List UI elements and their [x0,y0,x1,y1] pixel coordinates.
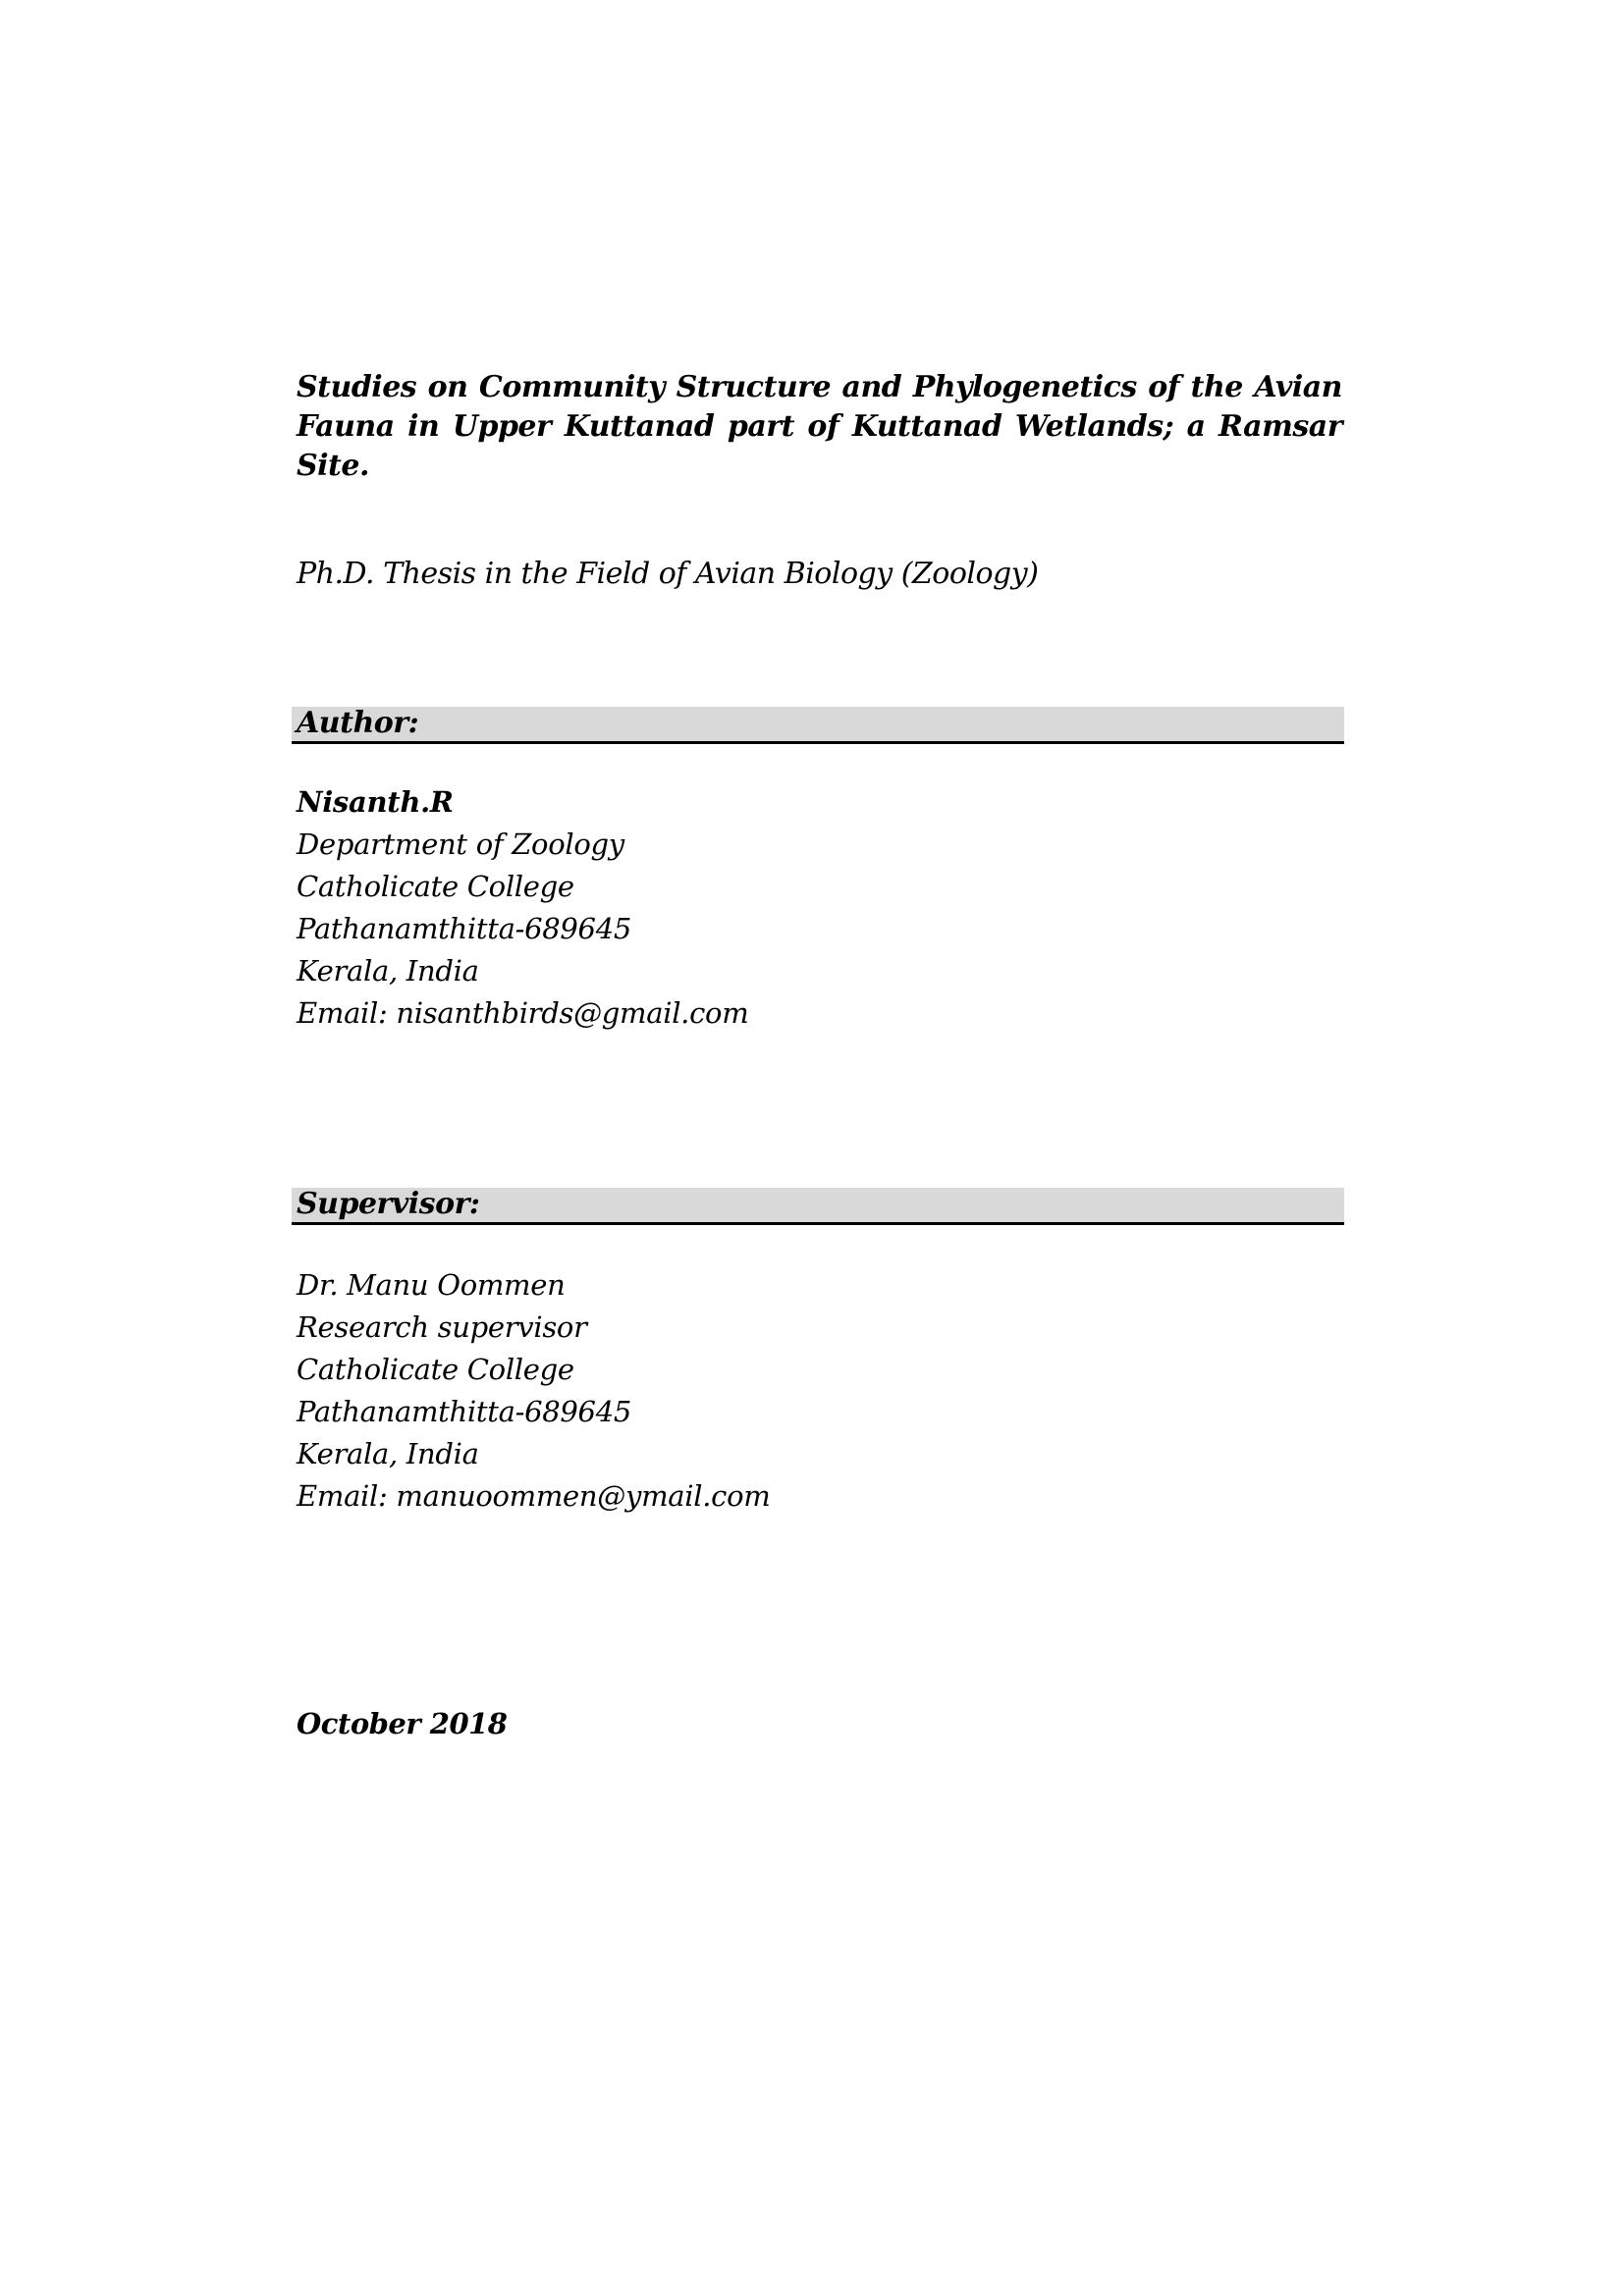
author-department: Department of Zoology [297,828,624,861]
author-college: Catholicate College [297,870,574,903]
author-heading: Author: [297,706,419,740]
author-name: Nisanth.R [297,785,454,819]
supervisor-email: Email: manuoommen@ymail.com [297,1479,771,1513]
supervisor-name: Dr. Manu Oommen [297,1268,566,1302]
author-details [297,781,748,1035]
supervisor-college: Catholicate College [297,1353,574,1386]
supervisor-role: Research supervisor [297,1310,587,1344]
submission-date: October 2018 [297,1707,508,1740]
thesis-subtitle: Ph.D. Thesis in the Field of Avian Biology (Zoology) [297,557,1039,591]
author-state: Kerala, India [297,954,479,988]
thesis-title: Studies on Community Structure and Phylogenetics of the Avian Fauna in Upper Kuttanad part of Kuttanad Wetlands; a Ramsar Site. [297,370,1342,483]
supervisor-state: Kerala, India [297,1437,479,1470]
author-section-header [292,707,1344,744]
supervisor-heading: Supervisor: [297,1187,480,1221]
author-city: Pathanamthitta-689645 [297,912,631,945]
supervisor-section-header [292,1188,1344,1225]
supervisor-city: Pathanamthitta-689645 [297,1395,631,1428]
author-email: Email: nisanthbirds@gmail.com [297,996,749,1030]
supervisor-details [297,1264,770,1518]
